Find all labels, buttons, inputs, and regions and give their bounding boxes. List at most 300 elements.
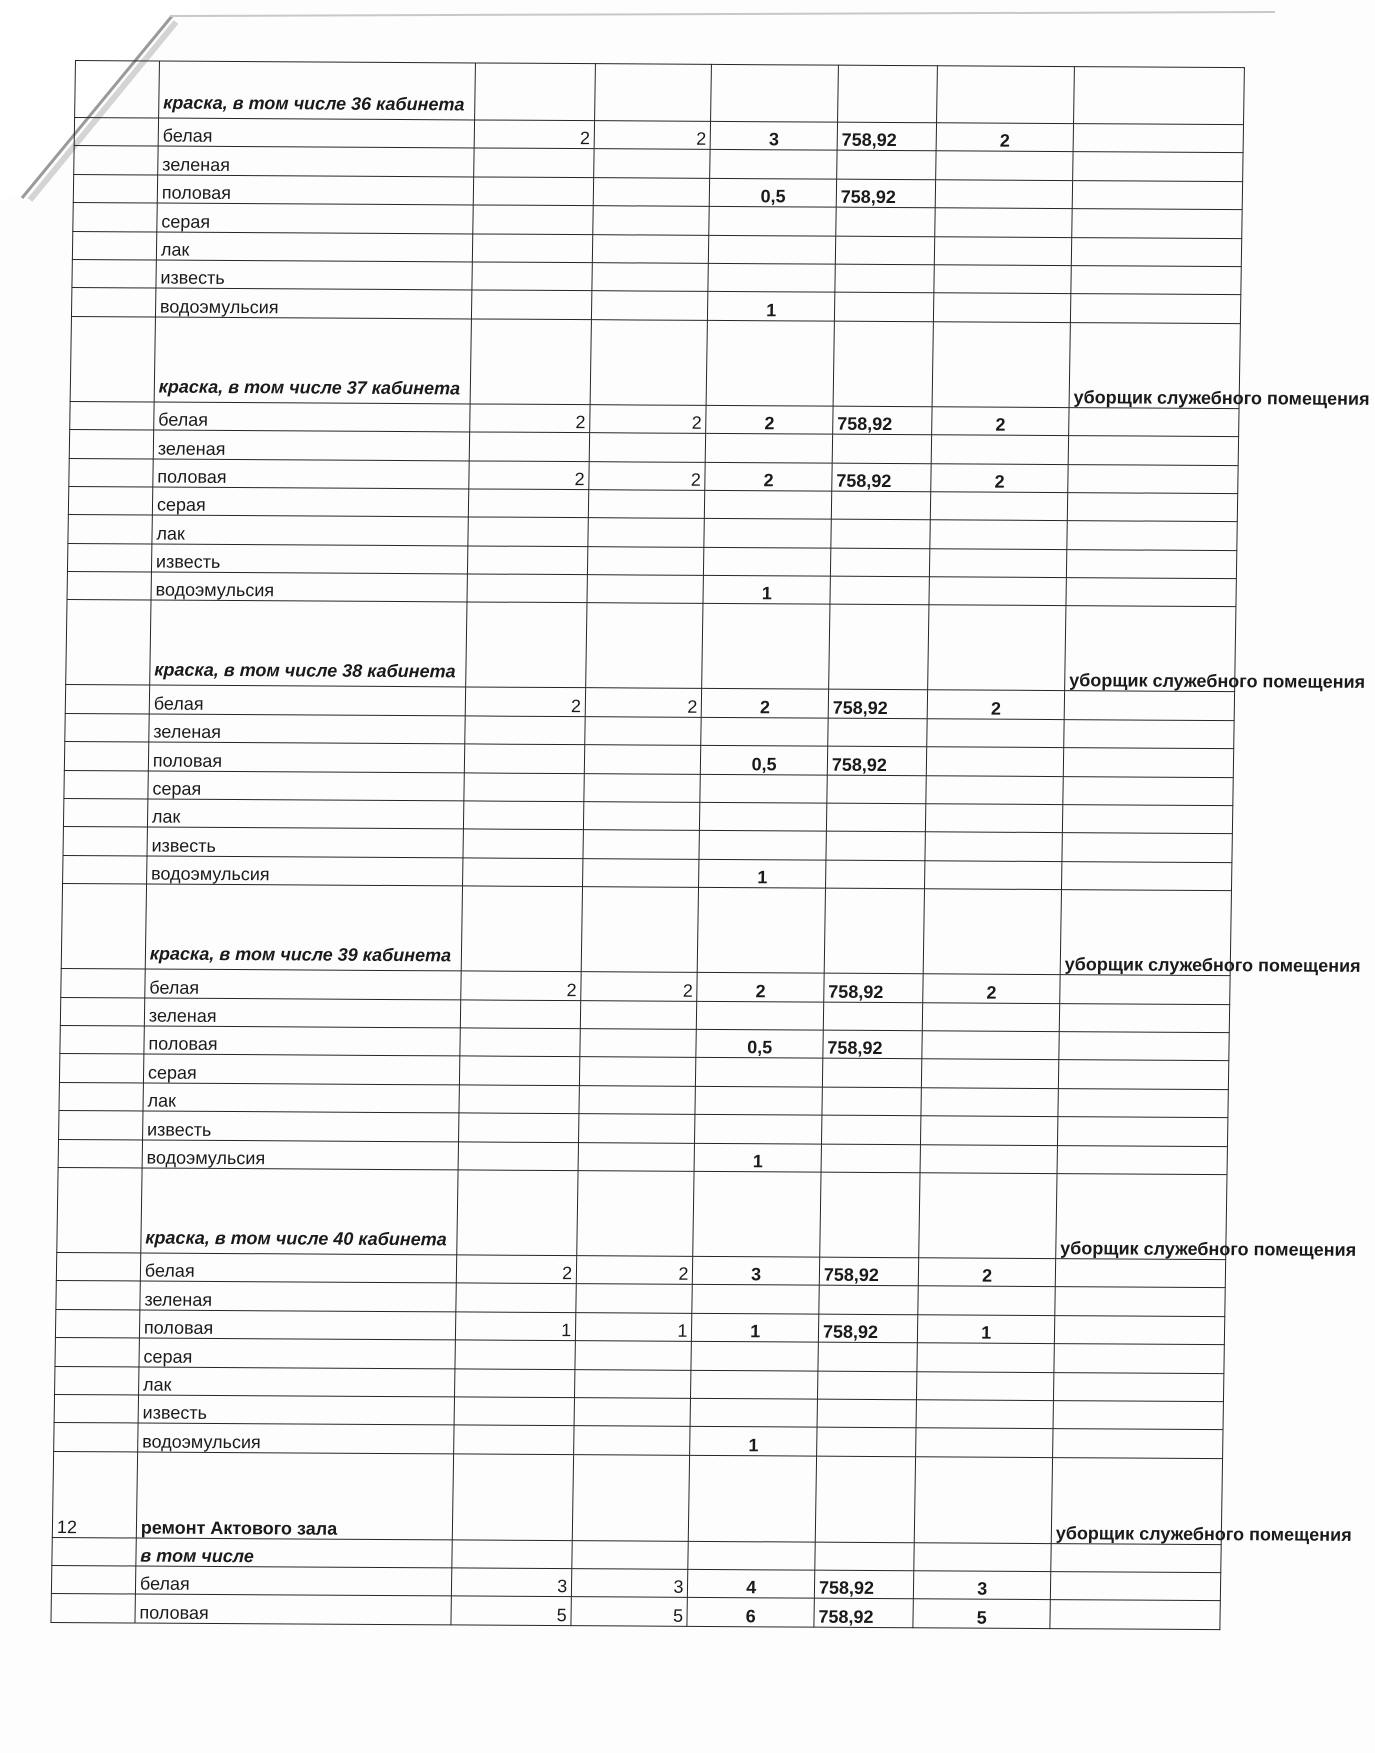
- unit-price: [826, 803, 926, 832]
- qty-2: [595, 64, 712, 122]
- qty-3: 0,5: [701, 746, 828, 775]
- qty-3: [707, 320, 835, 406]
- qty-1: [466, 602, 587, 688]
- qty-2: [579, 1114, 696, 1143]
- qty-2: [588, 518, 705, 547]
- qty-5: [925, 832, 1062, 861]
- qty-5: 3: [914, 1571, 1051, 1600]
- row-number: [55, 1338, 139, 1367]
- qty-3: [691, 1341, 818, 1370]
- qty-1: [456, 1283, 576, 1312]
- qty-2: 5: [571, 1597, 688, 1626]
- row-number: [71, 288, 155, 317]
- qty-2: [584, 802, 701, 831]
- unit-price: [837, 151, 937, 180]
- qty-1: 2: [466, 687, 586, 716]
- row-number: [65, 685, 149, 714]
- row-number: [54, 1394, 138, 1423]
- qty-2: [584, 745, 701, 774]
- qty-2: [575, 1341, 692, 1370]
- qty-3: [697, 1001, 824, 1030]
- unit-price: 758,92: [819, 1257, 919, 1286]
- unit-price: 758,92: [824, 973, 924, 1002]
- unit-price: [837, 65, 937, 123]
- qty-5: [936, 151, 1073, 180]
- unit-price: [825, 860, 925, 889]
- row-number: [63, 855, 147, 884]
- qty-1: 2: [457, 1255, 577, 1284]
- item-name: лак: [143, 1083, 460, 1113]
- item-name: известь: [138, 1395, 455, 1425]
- qty-3: [708, 263, 835, 292]
- qty-2: [574, 1398, 691, 1427]
- responsible-note: [1073, 124, 1244, 153]
- qty-3: [698, 888, 826, 974]
- responsible-note: [1072, 209, 1243, 238]
- qty-5: [920, 1144, 1057, 1173]
- qty-2: 3: [572, 1569, 689, 1598]
- qty-5: 2: [937, 123, 1074, 152]
- row-number: [73, 203, 157, 232]
- responsible-note: уборщик служебного помещения: [1060, 890, 1231, 976]
- unit-price: 758,92: [814, 1599, 914, 1628]
- qty-5: [932, 435, 1069, 464]
- qty-2: [581, 887, 699, 973]
- qty-1: [455, 1340, 575, 1369]
- qty-1: [463, 829, 583, 858]
- item-name: зеленая: [158, 146, 475, 176]
- unit-price: [829, 605, 930, 691]
- row-number: [65, 713, 149, 742]
- qty-1: 2: [469, 460, 589, 489]
- item-name: серая: [152, 487, 469, 517]
- qty-2: [580, 1057, 697, 1086]
- responsible-note: [1067, 493, 1238, 522]
- qty-3: 1: [690, 1427, 817, 1456]
- document-sheet: [50, 60, 1370, 1630]
- unit-price: [830, 576, 930, 605]
- qty-1: [455, 1397, 575, 1426]
- qty-3: [704, 547, 831, 576]
- qty-5: [921, 1116, 1058, 1145]
- unit-price: [835, 236, 935, 265]
- item-name: белая: [154, 402, 471, 432]
- responsible-note: [1051, 1543, 1222, 1572]
- unit-price: [831, 519, 931, 548]
- responsible-note: [1068, 464, 1239, 493]
- qty-5: [934, 293, 1071, 322]
- item-name: известь: [147, 827, 464, 857]
- qty-2: [574, 1426, 691, 1455]
- unit-price: [815, 1542, 915, 1571]
- qty-2: [594, 149, 711, 178]
- qty-2: [587, 575, 704, 604]
- item-name: водоэмульсия: [151, 572, 468, 602]
- row-number: [70, 401, 154, 430]
- item-name: в том числе: [136, 1538, 453, 1568]
- qty-2: [580, 1000, 697, 1029]
- qty-1: [461, 1000, 581, 1029]
- row-number: [68, 515, 152, 544]
- responsible-note: [1058, 1088, 1229, 1117]
- row-number: [69, 430, 153, 459]
- qty-2: 2: [576, 1256, 693, 1285]
- qty-3: [704, 519, 831, 548]
- qty-1: [472, 290, 592, 319]
- item-name: лак: [156, 232, 473, 262]
- qty-2: [583, 858, 700, 887]
- unit-price: [830, 548, 930, 577]
- row-number: [63, 799, 147, 828]
- row-number: [63, 827, 147, 856]
- item-name: серая: [157, 203, 474, 233]
- item-name: водоэмульсия: [146, 856, 463, 886]
- qty-2: 2: [594, 121, 711, 150]
- qty-5: 5: [913, 1599, 1050, 1628]
- qty-5: 1: [918, 1314, 1055, 1343]
- qty-3: [699, 831, 826, 860]
- qty-1: 3: [452, 1568, 572, 1597]
- qty-5: [926, 804, 1063, 833]
- responsible-note: [1054, 1344, 1225, 1373]
- qty-2: [575, 1369, 692, 1398]
- qty-5: [934, 265, 1071, 294]
- responsible-note: [1064, 691, 1235, 720]
- qty-3: [702, 604, 830, 690]
- responsible-note: [1052, 1429, 1223, 1458]
- qty-5: [923, 1002, 1060, 1031]
- row-number: [56, 1252, 140, 1281]
- responsible-note: [1071, 237, 1242, 266]
- qty-1: [460, 1056, 580, 1085]
- qty-3: [695, 1115, 822, 1144]
- item-name: краска, в том числе 38 кабинета: [150, 600, 468, 687]
- item-name: водоэмульсия: [155, 288, 472, 318]
- qty-5: [930, 548, 1067, 577]
- row-number: [69, 458, 153, 487]
- qty-2: [588, 490, 705, 519]
- qty-1: [453, 1454, 574, 1541]
- qty-3: 1: [699, 859, 826, 888]
- qty-2: [584, 773, 701, 802]
- unit-price: [818, 1342, 918, 1371]
- qty-1: [455, 1368, 575, 1397]
- item-name: половая: [157, 175, 474, 205]
- qty-3: [700, 802, 827, 831]
- qty-1: [464, 773, 584, 802]
- row-number: [52, 1537, 136, 1566]
- qty-2: 2: [585, 688, 702, 717]
- qty-1: [459, 1113, 579, 1142]
- item-name: зеленая: [149, 714, 466, 744]
- row-number: [74, 146, 158, 175]
- qty-1: [475, 63, 596, 121]
- qty-1: 5: [451, 1596, 571, 1625]
- qty-3: 3: [711, 121, 838, 150]
- unit-price: [816, 1427, 916, 1456]
- responsible-note: [1063, 748, 1234, 777]
- row-number: [58, 1139, 142, 1168]
- unit-price: 758,92: [828, 690, 928, 719]
- qty-2: [592, 234, 709, 263]
- unit-price: [834, 293, 934, 322]
- qty-3: [700, 774, 827, 803]
- materials-table: [50, 60, 1370, 1630]
- unit-price: [820, 1172, 921, 1258]
- responsible-note: уборщик служебного помещения: [1069, 322, 1240, 408]
- qty-1: [454, 1425, 574, 1454]
- unit-price: 758,92: [832, 463, 932, 492]
- qty-3: [691, 1370, 818, 1399]
- qty-5: 2: [923, 974, 1060, 1003]
- responsible-note: уборщик служебного помещения: [1056, 1174, 1227, 1260]
- responsible-note: [1068, 436, 1239, 465]
- unit-price: [823, 1002, 923, 1031]
- responsible-note: [1053, 1372, 1224, 1401]
- qty-1: [465, 716, 585, 745]
- item-name: половая: [148, 742, 465, 772]
- item-name: белая: [140, 1253, 457, 1283]
- qty-3: 4: [688, 1569, 815, 1598]
- section-header-row: [57, 1167, 1227, 1259]
- responsible-note: [1062, 833, 1233, 862]
- qty-5: [937, 66, 1074, 124]
- responsible-note: [1072, 180, 1243, 209]
- responsible-note: [1071, 266, 1242, 295]
- qty-1: [471, 319, 592, 405]
- qty-5: [930, 520, 1067, 549]
- item-name: белая: [149, 685, 466, 715]
- item-name: половая: [139, 1310, 456, 1340]
- qty-3: 1: [695, 1143, 822, 1172]
- responsible-note: [1066, 578, 1237, 607]
- responsible-note: [1050, 1600, 1221, 1629]
- unit-price: [819, 1285, 919, 1314]
- item-name: белая: [158, 118, 475, 148]
- qty-2: [588, 546, 705, 575]
- qty-3: 1: [703, 575, 830, 604]
- qty-5: 2: [928, 690, 1065, 719]
- item-name: половая: [153, 459, 470, 489]
- qty-5: [915, 1456, 1053, 1543]
- responsible-note: уборщик служебного помещения: [1051, 1457, 1222, 1544]
- section-header-row: [66, 600, 1236, 692]
- row-number: [61, 969, 145, 998]
- section-header-row: [70, 316, 1240, 408]
- qty-2: 2: [590, 404, 707, 433]
- qty-3: [705, 490, 832, 519]
- unit-price: [836, 207, 936, 236]
- row-number: [61, 884, 146, 970]
- qty-2: [590, 319, 708, 405]
- qty-5: [918, 1286, 1055, 1315]
- item-name: серая: [139, 1338, 456, 1368]
- qty-5: [916, 1428, 1053, 1457]
- item-name: ремонт Актового зала: [136, 1452, 454, 1540]
- qty-2: [572, 1454, 690, 1541]
- qty-3: 0,5: [710, 178, 837, 207]
- qty-3: [695, 1086, 822, 1115]
- unit-price: 758,92: [814, 1570, 914, 1599]
- qty-1: [470, 432, 590, 461]
- item-name: известь: [156, 260, 473, 290]
- item-name: водоэмульсия: [142, 1140, 459, 1170]
- item-name: серая: [143, 1054, 460, 1084]
- unit-price: [824, 888, 925, 974]
- unit-price: [821, 1115, 921, 1144]
- qty-1: [468, 517, 588, 546]
- qty-5: [925, 861, 1062, 890]
- qty-3: [692, 1285, 819, 1314]
- qty-5: 2: [931, 463, 1068, 492]
- item-name: белая: [145, 969, 462, 999]
- section-header-row: [61, 884, 1231, 976]
- qty-5: [921, 1088, 1058, 1117]
- row-number: [75, 61, 160, 119]
- qty-3: [710, 150, 837, 179]
- unit-price: 758,92: [833, 406, 933, 435]
- qty-5: [936, 180, 1073, 209]
- unit-price: [822, 1087, 922, 1116]
- qty-1: 2: [461, 971, 581, 1000]
- qty-2: [583, 830, 700, 859]
- qty-2: [593, 177, 710, 206]
- qty-2: [593, 206, 710, 235]
- qty-5: [917, 1371, 1054, 1400]
- qty-2: 2: [581, 972, 698, 1001]
- qty-5: [935, 208, 1072, 237]
- responsible-note: [1050, 1572, 1221, 1601]
- responsible-note: [1066, 549, 1237, 578]
- row-number: [70, 316, 155, 402]
- qty-2: [586, 603, 704, 689]
- qty-1: [457, 1170, 578, 1256]
- qty-5: [924, 889, 1062, 975]
- qty-3: 2: [705, 462, 832, 491]
- qty-5: [922, 1031, 1059, 1060]
- qty-3: 3: [693, 1256, 820, 1285]
- row-number: [60, 997, 144, 1026]
- responsible-note: [1061, 861, 1232, 890]
- item-name: половая: [135, 1594, 452, 1624]
- row-number: [56, 1281, 140, 1310]
- item-name: краска, в том числе 40 кабинета: [141, 1168, 459, 1255]
- unit-price: 758,92: [823, 1030, 923, 1059]
- row-number: 12: [52, 1451, 137, 1538]
- qty-1: [473, 205, 593, 234]
- qty-3: [691, 1398, 818, 1427]
- item-name: зеленая: [144, 998, 461, 1028]
- unit-price: [827, 775, 927, 804]
- qty-5: [922, 1059, 1059, 1088]
- qty-5: [927, 747, 1064, 776]
- row-number: [68, 486, 152, 515]
- qty-1: 2: [470, 404, 590, 433]
- qty-2: [578, 1142, 695, 1171]
- responsible-note: [1054, 1315, 1225, 1344]
- item-name: краска, в том числе 39 кабинета: [145, 884, 463, 971]
- row-number: [51, 1566, 135, 1595]
- unit-price: [828, 718, 928, 747]
- qty-1: [467, 574, 587, 603]
- qty-1: [463, 858, 583, 887]
- row-number: [72, 231, 156, 260]
- qty-3: 0,5: [696, 1029, 823, 1058]
- qty-2: [592, 291, 709, 320]
- unit-price: [817, 1371, 917, 1400]
- row-number: [67, 572, 151, 601]
- qty-1: [459, 1085, 579, 1114]
- qty-3: [693, 1171, 821, 1257]
- qty-2: [585, 717, 702, 746]
- unit-price: 758,92: [837, 122, 937, 151]
- qty-3: 6: [687, 1598, 814, 1627]
- row-number: [51, 1594, 135, 1623]
- qty-5: [933, 322, 1071, 408]
- row-number: [59, 1082, 143, 1111]
- item-name: белая: [135, 1566, 452, 1596]
- row-number: [72, 259, 156, 288]
- qty-3: 2: [706, 405, 833, 434]
- qty-5: [917, 1343, 1054, 1372]
- qty-1: [469, 489, 589, 518]
- row-number: [55, 1366, 139, 1395]
- qty-3: [688, 1541, 815, 1570]
- qty-1: 2: [475, 120, 595, 149]
- row-number: [57, 1167, 142, 1253]
- section-header-row: [52, 1451, 1222, 1544]
- responsible-note: [1053, 1400, 1224, 1429]
- qty-1: [464, 801, 584, 830]
- responsible-note: [1067, 521, 1238, 550]
- row-number: [67, 543, 151, 572]
- row-number: [64, 742, 148, 771]
- qty-5: 2: [932, 406, 1069, 435]
- qty-1: [474, 148, 594, 177]
- qty-5: [926, 775, 1063, 804]
- item-name: зеленая: [140, 1281, 457, 1311]
- qty-2: [589, 433, 706, 462]
- row-number: [59, 1054, 143, 1083]
- qty-2: [579, 1085, 696, 1114]
- row-number: [59, 1111, 143, 1140]
- qty-1: [473, 234, 593, 263]
- qty-3: 2: [697, 973, 824, 1002]
- row-number: [60, 1025, 144, 1054]
- responsible-note: [1055, 1287, 1226, 1316]
- qty-3: [709, 235, 836, 264]
- qty-3: [709, 207, 836, 236]
- qty-3: 1: [692, 1313, 819, 1342]
- qty-3: [696, 1058, 823, 1087]
- responsible-note: [1073, 152, 1244, 181]
- responsible-note: [1073, 67, 1244, 125]
- item-name: известь: [142, 1111, 459, 1141]
- qty-3: [701, 717, 828, 746]
- qty-1: [459, 1141, 579, 1170]
- row-number: [66, 600, 151, 686]
- qty-1: [472, 262, 592, 291]
- qty-5: [928, 605, 1066, 691]
- unit-price: 758,92: [818, 1314, 918, 1343]
- item-name: известь: [151, 544, 468, 574]
- qty-5: [931, 492, 1068, 521]
- responsible-note: [1055, 1259, 1226, 1288]
- responsible-note: [1064, 719, 1235, 748]
- unit-price: [833, 321, 934, 407]
- qty-1: [460, 1028, 580, 1057]
- qty-5: [929, 577, 1066, 606]
